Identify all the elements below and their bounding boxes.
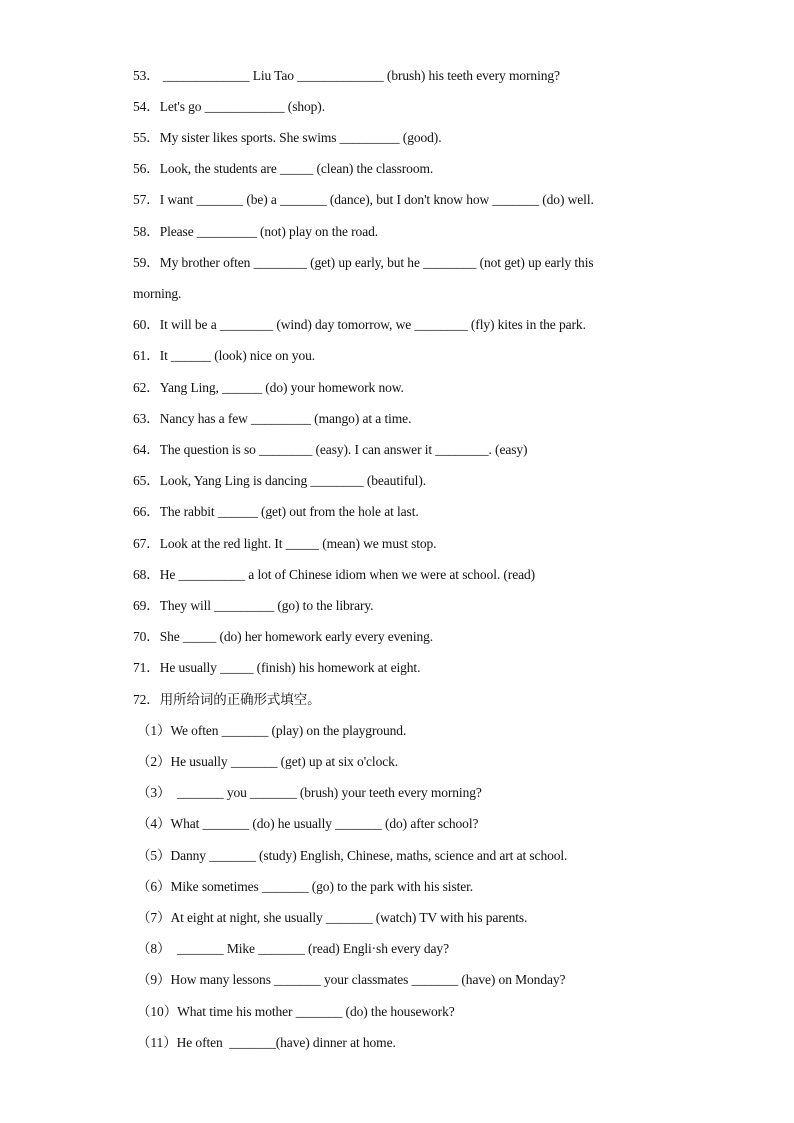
question-69: 69．They will _________ (go) to the library. bbox=[133, 598, 374, 613]
question-71: 71．He usually _____ (finish) his homework at eight. bbox=[133, 660, 421, 675]
subquestion-3: （3） _______ you _______ (brush) your teeth every morning? bbox=[137, 785, 482, 800]
question-64: 64．The question is so ________ (easy). I can answer it ________. (easy) bbox=[133, 442, 528, 457]
question-65: 65．Look, Yang Ling is dancing ________ (beautiful). bbox=[133, 473, 426, 488]
question-54: 54．Let's go ____________ (shop). bbox=[133, 99, 325, 114]
question-59-continuation: morning. bbox=[133, 286, 182, 301]
question-59: 59．My brother often ________ (get) up early, but he ________ (not get) up early this bbox=[133, 255, 594, 270]
question-61: 61．It ______ (look) nice on you. bbox=[133, 348, 316, 363]
question-56: 56．Look, the students are _____ (clean) the classroom. bbox=[133, 161, 434, 176]
question-60: 60．It will be a ________ (wind) day tomorrow, we ________ (fly) kites in the park. bbox=[133, 317, 586, 332]
question-63: 63．Nancy has a few _________ (mango) at a time. bbox=[133, 411, 412, 426]
question-57: 57．I want _______ (be) a _______ (dance), but I don't know how _______ (do) well. bbox=[133, 192, 594, 207]
subquestion-4: （4）What _______ (do) he usually _______ (do) after school? bbox=[137, 816, 479, 831]
subquestion-10: （10）What time his mother _______ (do) the housework? bbox=[137, 1004, 455, 1019]
subquestion-8: （8） _______ Mike _______ (read) Engli·sh every day? bbox=[137, 941, 449, 956]
question-55: 55．My sister likes sports. She swims _________ (good). bbox=[133, 130, 442, 145]
question-58: 58．Please _________ (not) play on the road. bbox=[133, 224, 379, 239]
subquestion-9: （9）How many lessons _______ your classmates _______ (have) on Monday? bbox=[137, 972, 566, 987]
question-72-heading: 72．用所给词的正确形式填空。 bbox=[133, 692, 321, 707]
subquestion-7: （7）At eight at night, she usually _______ (watch) TV with his parents. bbox=[137, 910, 528, 925]
subquestion-2: （2）He usually _______ (get) up at six o'clock. bbox=[137, 754, 399, 769]
question-53: 53． _____________ Liu Tao _____________ (brush) his teeth every morning? bbox=[133, 68, 560, 83]
question-67: 67．Look at the red light. It _____ (mean) we must stop. bbox=[133, 536, 437, 551]
subquestion-11: （11）He often _______(have) dinner at home. bbox=[137, 1035, 396, 1050]
question-70: 70．She _____ (do) her homework early every evening. bbox=[133, 629, 434, 644]
question-68: 68．He __________ a lot of Chinese idiom when we were at school. (read) bbox=[133, 567, 536, 582]
subquestion-1: （1）We often _______ (play) on the playground. bbox=[137, 723, 407, 738]
question-66: 66．The rabbit ______ (get) out from the hole at last. bbox=[133, 504, 419, 519]
question-62: 62．Yang Ling, ______ (do) your homework now. bbox=[133, 380, 404, 395]
subquestion-6: （6）Mike sometimes _______ (go) to the park with his sister. bbox=[137, 879, 474, 894]
subquestion-5: （5）Danny _______ (study) English, Chinese, maths, science and art at school. bbox=[137, 848, 568, 863]
